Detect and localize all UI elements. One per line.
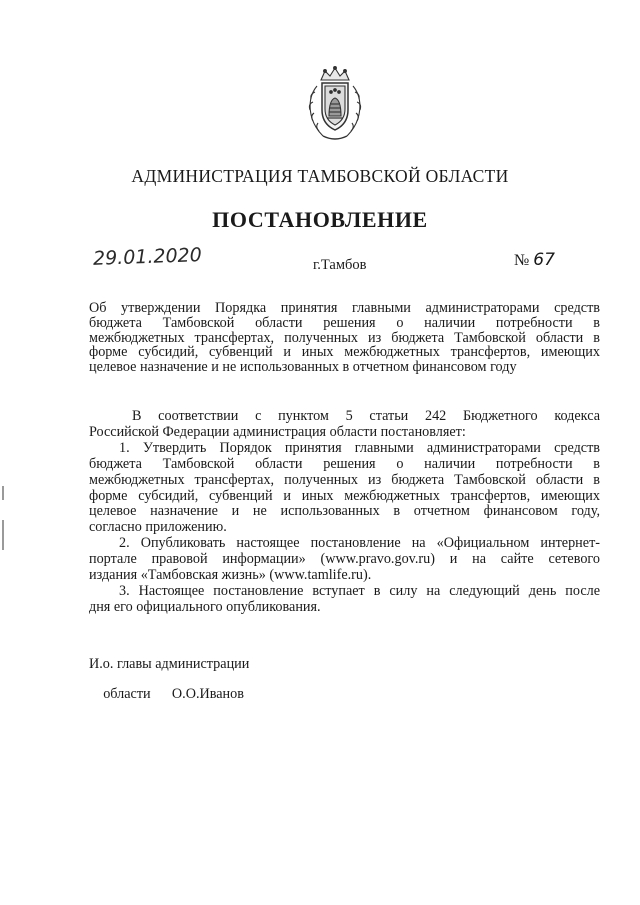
item1-line: межбюджетных трансфертах, полученных из бюджета Тамбовской области в: [89, 471, 600, 488]
item2-line: портале правовой информации» (www.pravo.gov.ru) и на сайте сетевого: [89, 551, 600, 568]
signatory-title: И.о. главы администрации: [89, 656, 250, 672]
item1-line: согласно приложению.: [89, 519, 227, 536]
item1-line: 1. Утвердить Порядок принятия главными администраторами средств: [119, 439, 600, 456]
scan-edge-mark: [2, 520, 4, 550]
document-city: г.Тамбов: [313, 257, 367, 273]
preamble-line: Российской Федерации администрация области постановляет:: [89, 423, 466, 440]
item1-line: форме субсидий, субвенций и иных межбюджетных трансфертов, имеющих: [89, 487, 600, 504]
preamble-line: В соответствии с пунктом 5 статьи 242 Бюджетного кодекса: [132, 408, 600, 424]
item3-line: дня его официального опубликования.: [89, 598, 321, 615]
signatory-line: [89, 672, 249, 717]
organization-name: АДМИНИСТРАЦИЯ ТАМБОВСКОЙ ОБЛАСТИ: [131, 166, 509, 186]
scan-edge-mark: [2, 486, 4, 500]
document-number: [514, 250, 555, 270]
item3-line: 3. Настоящее постановление вступает в силу на следующий день после: [119, 582, 600, 599]
subject-line: форме субсидий, субвенций и иных межбюджетных трансфертов, имеющих: [89, 344, 600, 361]
subject-line: целевое назначение и не использованных в отчетном финансовом году: [89, 359, 517, 376]
document-subject: [89, 301, 600, 375]
document-body: [89, 409, 600, 616]
item1-line: бюджета Тамбовской области решения о наличии потребности в: [89, 455, 600, 472]
tambov-region-coat-of-arms-icon: [299, 62, 371, 144]
item1-line: целевое назначение и не использованных в отчетном финансовом году,: [89, 503, 600, 520]
subject-line: бюджета Тамбовской области решения о наличии потребности в: [89, 314, 600, 331]
signature-gap: [151, 686, 172, 702]
signatory-name: О.О.Иванов: [171, 686, 244, 702]
number-prefix: №: [514, 252, 530, 269]
number-value: 67: [533, 250, 555, 270]
item2-line: издания «Тамбовская жизнь» (www.tamlife.ru).: [89, 567, 372, 584]
document-date: 29.01.2020: [92, 244, 203, 270]
signatory-title-cont: области: [103, 686, 151, 702]
item2-line: 2. Опубликовать настоящее постановление на «Официальном интернет-: [119, 535, 600, 552]
subject-line: Об утверждении Порядка принятия главными администраторами средств: [89, 300, 600, 316]
signature-block: [89, 657, 249, 717]
subject-line: межбюджетных трансфертах, полученных из бюджета Тамбовской области в: [89, 329, 600, 346]
document-type-title: ПОСТАНОВЛЕНИЕ: [212, 207, 428, 232]
